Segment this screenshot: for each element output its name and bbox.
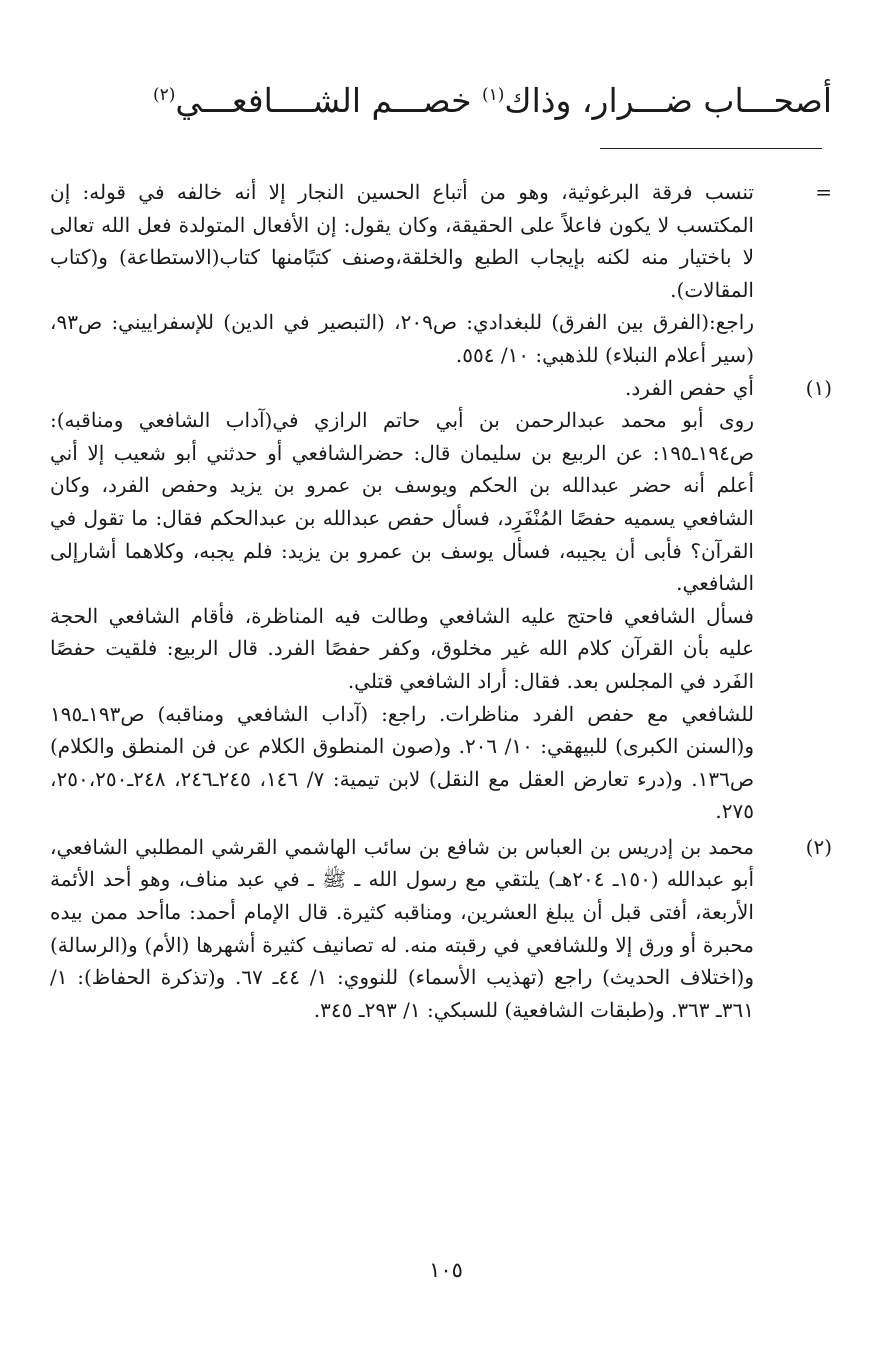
footnote-continued bbox=[50, 176, 832, 372]
verse-heading bbox=[150, 70, 832, 132]
footnote-2 bbox=[50, 831, 832, 1027]
heading-text-part1: أصحـــاب ضـــرار، وذاك bbox=[504, 81, 832, 120]
footnote-paragraph: محمد بن إدريس بن العباس بن شافع بن سائب الهاشمي القرشي المطلبي الشافعي، أبو عبدالله (١٥٠ـ ٢٠٤هـ) يلتقي مع رسول الله ـ ﷺ ـ في عبد مناف، وهو أحد الأئمة الأربعة، أفتى قبل أن يبلغ العشرين، ومناقبه كثيرة. قال الإمام أحمد: ماأحد ممن بيده محبرة أو ورق إلا وللشافعي في رقبته منه. له تصانيف كثيرة أشهرها (الأم) و(الرسالة) و(اختلاف الحديث) راجع (تهذيب الأسماء) للنووي: ١/ ٤٤ـ ٦٧. و(تذكرة الحفاظ): ١/ ٣٦١ـ ٣٦٣. و(طبقات الشافعية) للسبكي: ١/ ٢٩٣ـ ٣٤٥. bbox=[50, 834, 754, 1022]
footnote-1 bbox=[50, 372, 832, 828]
footnote-paragraph: فسأل الشافعي فاحتج عليه الشافعي وطالت فيه المناظرة، فأقام الشافعي الحجة عليه بأن القرآن كلام الله غير مخلوق، وكفر حفصًا الفرد. قال الربيع: فلقيت حفصًا الفَرد في المجلس بعد. فقال: أراد الشافعي قتلي. bbox=[50, 603, 754, 693]
footnote-marker: = bbox=[815, 180, 832, 204]
page-number: ١٠٥ bbox=[429, 1258, 463, 1282]
heading-text-part2: خصـــم الشــــافعـــي bbox=[175, 81, 482, 120]
footnote-separator bbox=[600, 148, 822, 149]
footnotes-section bbox=[50, 176, 832, 1026]
footnote-paragraph: أي حفص الفرد. bbox=[625, 375, 754, 400]
footnote-marker: (١) bbox=[805, 375, 832, 400]
footnote-paragraph: تنسب فرقة البرغوثية، وهو من أتباع الحسين النجار إلا أنه خالفه في قوله: إن المكتسب لا يكون فاعلاً على الحقيقة، وكان يقول: إن الأفعال المتولدة فعل الله تعالى لا باختيار منه لكنه بإيجاب الطبع والخلقة،وصنف كتبًامنها كتاب(الاستطاعة) و(كتاب المقالات). bbox=[50, 180, 754, 302]
footnote-paragraph: للشافعي مع حفص الفرد مناظرات. راجع: (آداب الشافعي ومناقبه) ص١٩٣ـ١٩٥ و(السنن الكبرى) للبيهقي: ١٠/ ٢٠٦. و(صون المنطوق الكلام عن فن المنطق والكلام) ص١٣٦. و(درء تعارض العقل مع النقل) لابن تيمية: ٧/ ١٤٦، ٢٤٥ـ٢٤٦، ٢٤٨ـ٢٥٠،٢٥٠، ٢٧٥. bbox=[50, 701, 754, 824]
footnote-marker: (٢) bbox=[805, 834, 832, 859]
heading-footnote-ref-2[interactable]: (٢) bbox=[153, 85, 176, 105]
heading-footnote-ref-1[interactable]: (١) bbox=[481, 85, 505, 105]
footnote-paragraph: راجع:(الفرق بين الفرق) للبغدادي: ص٢٠٩، (التبصير في الدين) للإسفراييني: ص٩٣، (سير أعلام النبلاء) للذهبي: ١٠/ ٥٥٤. bbox=[50, 310, 754, 367]
footnote-paragraph: روى أبو محمد عبدالرحمن بن أبي حاتم الرازي في(آداب الشافعي ومناقبه): ص١٩٤ـ١٩٥: عن الربيع بن سليمان قال: حضرالشافعي أو حدثني أبو شعيب إلا أني أعلم أنه حضر عبدالله بن الحكم ويوسف بن عمرو بن يزيد وحفص الفرد، وكان الشافعي يسميه حفصًا المُنْفَرِد، فسأل حفص عبدالله بن عبدالحكم فقال: ما تقول في القرآن؟ فأبى أن يجيبه، فسأل يوسف بن عمرو بن يزيد: فلم يجبه، وكلاهما أشارإلى الشافعي. bbox=[50, 408, 754, 596]
